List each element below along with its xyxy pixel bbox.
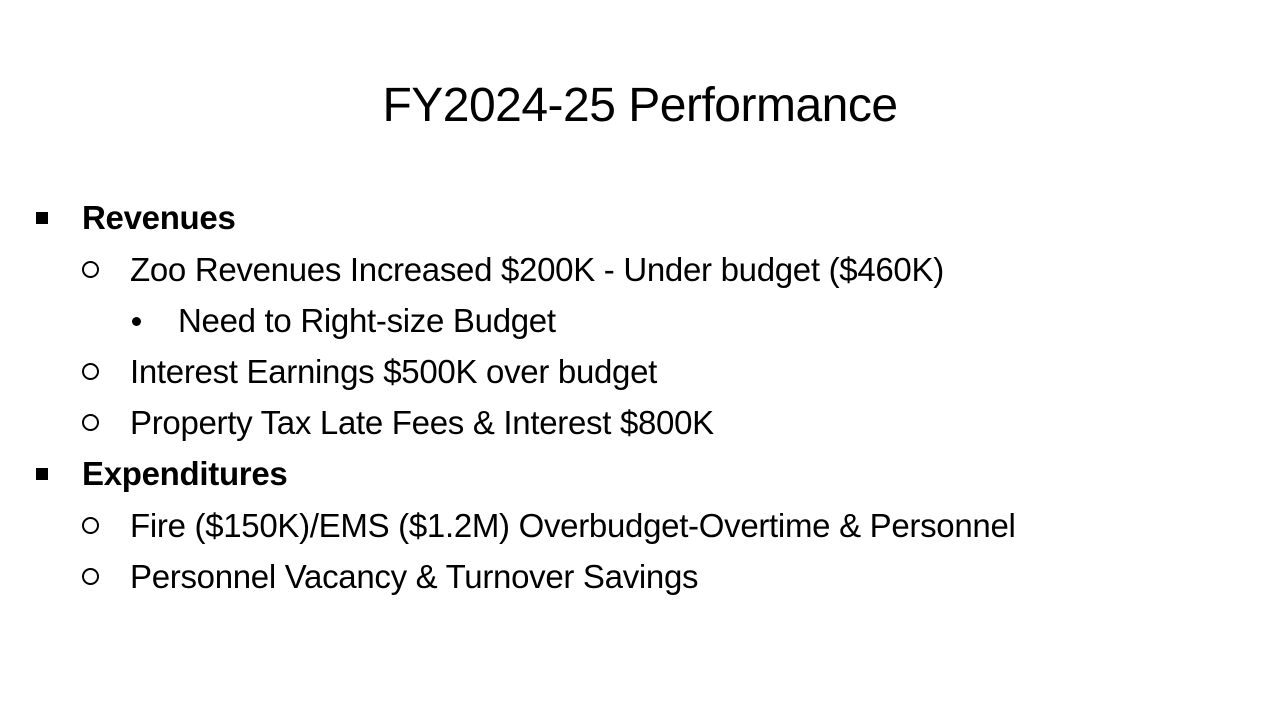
dot-bullet-icon xyxy=(132,317,141,326)
circle-bullet-icon xyxy=(82,363,99,380)
list-item-text: Personnel Vacancy & Turnover Savings xyxy=(130,558,699,595)
list-item-text: Interest Earnings $500K over budget xyxy=(130,353,658,390)
list-item-text: Fire ($150K)/EMS ($1.2M) Overbudget-Overtime & Personnel xyxy=(130,507,1016,544)
square-bullet-icon xyxy=(36,212,48,224)
section-heading: Expenditures xyxy=(82,455,288,492)
section-heading: Revenues xyxy=(82,199,236,236)
list-item-text: Zoo Revenues Increased $200K - Under budget ($460K) xyxy=(130,251,944,288)
square-bullet-icon xyxy=(36,468,48,480)
slide-title: FY2024-25 Performance xyxy=(382,79,898,132)
circle-bullet-icon xyxy=(82,517,99,534)
sub-list-item-text: Need to Right-size Budget xyxy=(178,302,556,339)
list-item-text: Property Tax Late Fees & Interest $800K xyxy=(130,404,714,441)
circle-bullet-icon xyxy=(82,568,99,585)
circle-bullet-icon xyxy=(82,261,99,278)
circle-bullet-icon xyxy=(82,414,99,431)
